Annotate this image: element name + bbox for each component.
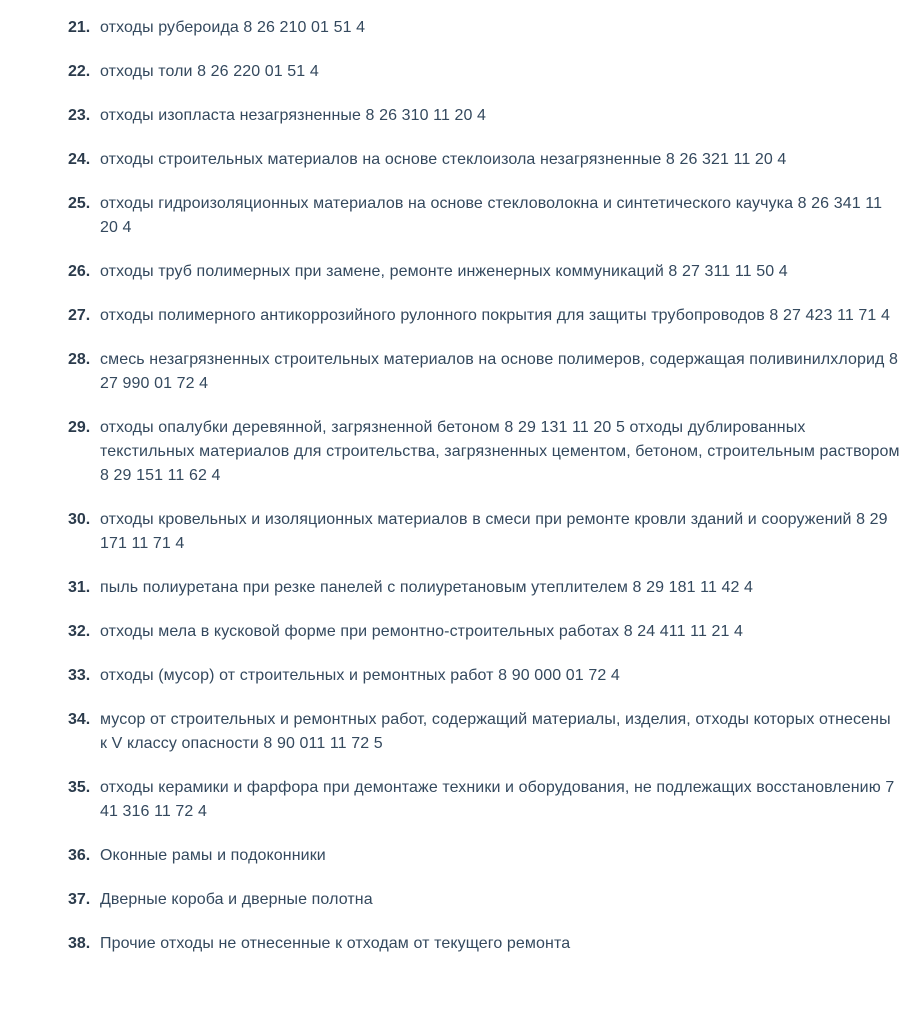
item-number: 31. (68, 579, 91, 596)
item-number: 28. (68, 351, 91, 368)
list-item (0, 60, 923, 84)
list-item (0, 844, 923, 868)
item-number: 25. (68, 195, 91, 212)
item-text: Прочие отходы не отнесенные к отходам от текущего ремонта (100, 935, 571, 952)
item-number: 36. (68, 847, 91, 864)
item-text: отходы (мусор) от строительных и ремонтных работ 8 90 000 01 72 4 (100, 667, 620, 684)
item-text: отходы керамики и фарфора при демонтаже техники и оборудования, не подлежащих восстановлению 7 41 316 11 72 4 (100, 779, 895, 820)
list-item (0, 260, 923, 284)
waste-list (0, 16, 923, 976)
item-text: отходы изопласта незагрязненные 8 26 310 11 20 4 (100, 107, 487, 124)
list-item (0, 148, 923, 172)
item-number: 34. (68, 711, 91, 728)
item-number: 22. (68, 63, 91, 80)
item-text: отходы кровельных и изоляционных материалов в смеси при ремонте кровли зданий и сооружений 8 29 171 11 71 4 (100, 511, 888, 552)
item-text: смесь незагрязненных строительных материалов на основе полимеров, содержащая поливинилхлорид 8 27 990 01 72 4 (100, 351, 898, 392)
item-number: 38. (68, 935, 91, 952)
list-item (0, 104, 923, 128)
item-text: отходы полимерного антикоррозийного рулонного покрытия для защиты трубопроводов 8 27 423 11 71 4 (100, 307, 890, 324)
list-item (0, 16, 923, 40)
item-text: отходы рубероида 8 26 210 01 51 4 (100, 19, 366, 36)
list-item (0, 888, 923, 912)
list-item (0, 576, 923, 600)
list-item (0, 304, 923, 328)
list-item (0, 664, 923, 688)
item-number: 29. (68, 419, 91, 436)
item-text: отходы мела в кусковой форме при ремонтно-строительных работах 8 24 411 11 21 4 (100, 623, 744, 640)
list-item (0, 620, 923, 644)
item-text: пыль полиуретана при резке панелей с полиуретановым утеплителем 8 29 181 11 42 4 (100, 579, 754, 596)
item-number: 21. (68, 19, 91, 36)
item-text: отходы труб полимерных при замене, ремонте инженерных коммуникаций 8 27 311 11 50 4 (100, 263, 788, 280)
list-item (0, 708, 923, 756)
list-item (0, 508, 923, 556)
item-number: 30. (68, 511, 91, 528)
item-number: 35. (68, 779, 91, 796)
item-number: 32. (68, 623, 91, 640)
list-item (0, 776, 923, 824)
item-text: Оконные рамы и подоконники (100, 847, 326, 864)
item-text: Дверные короба и дверные полотна (100, 891, 373, 908)
item-text: мусор от строительных и ремонтных работ, содержащий материалы, изделия, отходы которых отнесены к V классу опасности 8 90 011 11 72 5 (100, 711, 891, 752)
item-text: отходы гидроизоляционных материалов на основе стекловолокна и синтетического каучука 8 26 341 11 20 4 (100, 195, 883, 236)
item-number: 26. (68, 263, 91, 280)
list-item (0, 348, 923, 396)
item-text: отходы толи 8 26 220 01 51 4 (100, 63, 319, 80)
item-number: 37. (68, 891, 91, 908)
item-number: 23. (68, 107, 91, 124)
list-item (0, 932, 923, 956)
item-text: отходы опалубки деревянной, загрязненной бетоном 8 29 131 11 20 5 отходы дублированных текстильных материалов для строительства, загрязненных цементом, бетоном, строительным раствором 8 29 151 11 62 4 (100, 419, 900, 484)
item-number: 27. (68, 307, 91, 324)
item-number: 33. (68, 667, 91, 684)
item-number: 24. (68, 151, 91, 168)
list-item (0, 192, 923, 240)
item-text: отходы строительных материалов на основе стеклоизола незагрязненные 8 26 321 11 20 4 (100, 151, 787, 168)
list-item (0, 416, 923, 488)
